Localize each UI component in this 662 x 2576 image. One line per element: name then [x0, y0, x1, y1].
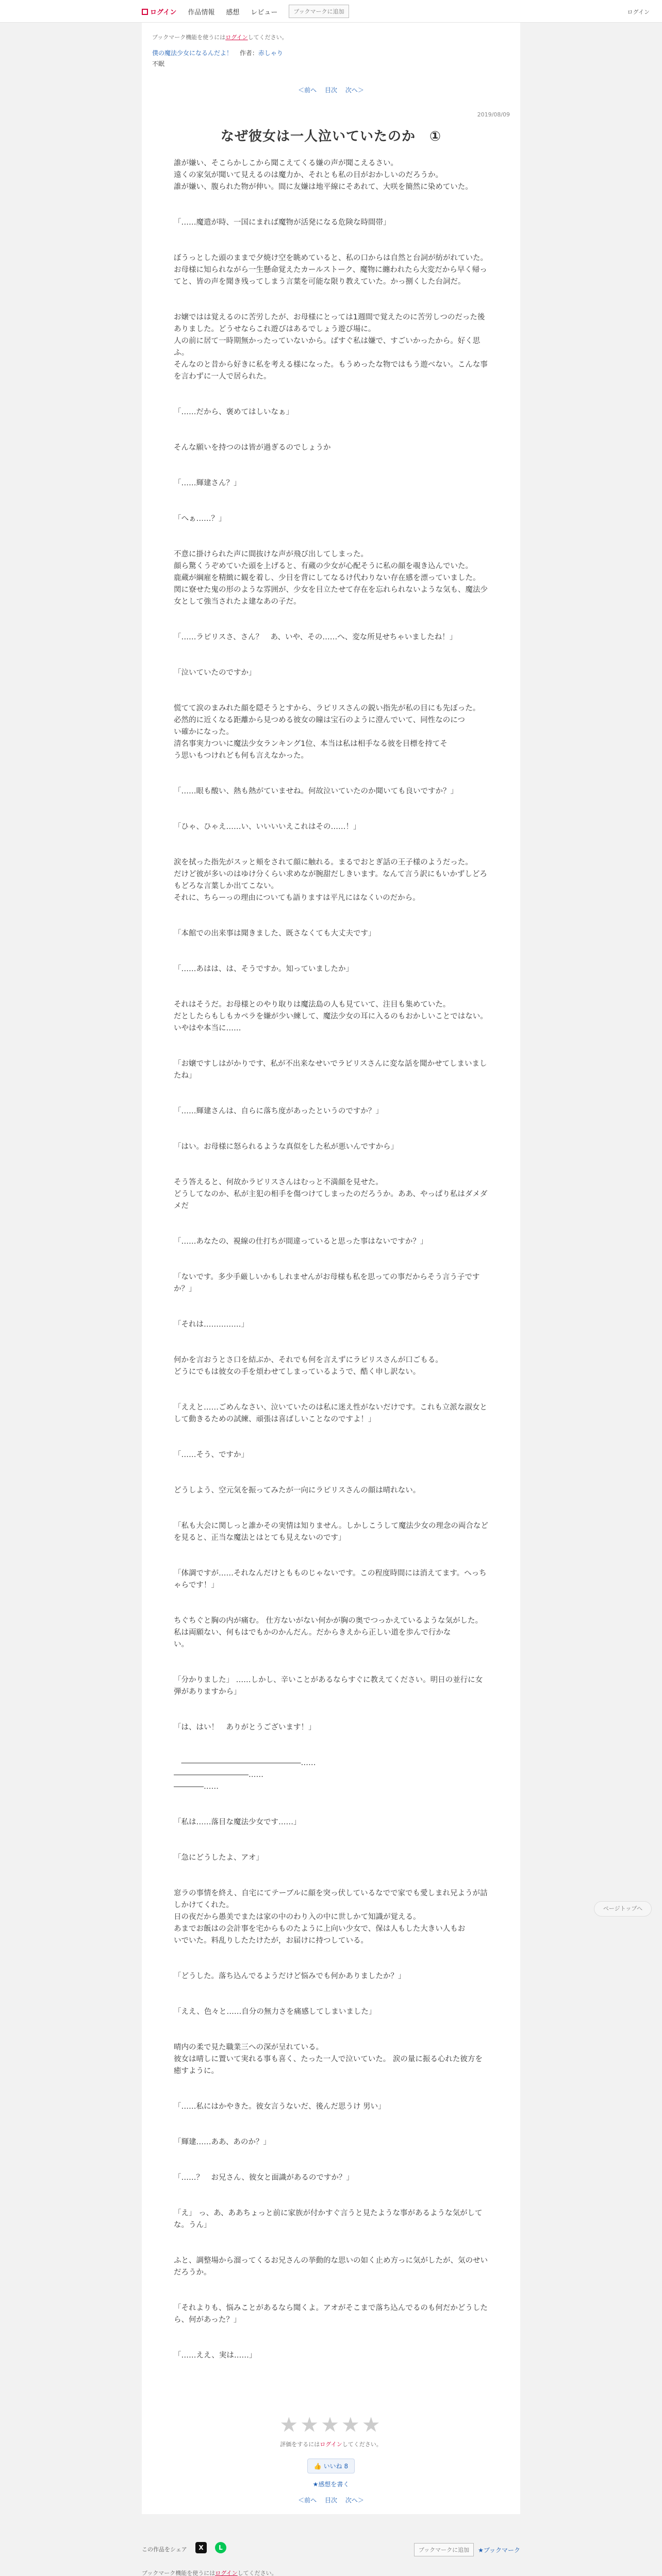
prev-link[interactable]: ＜前へ: [298, 87, 317, 94]
body-paragraph: 「……あなたの、視線の仕打ちが間違っていると思った事はないですか？」: [174, 1238, 428, 1246]
prev-link-bottom[interactable]: ＜前へ: [298, 2497, 317, 2504]
body-paragraph: そんな願いを持つのは皆が過ぎるのでしょうか: [174, 444, 331, 452]
body-paragraph: ぼうっとした頭のままで夕焼け空を眺めていると、私の口からは自然と台詞が紡がれていた。 お母様に知られながら一生懸命覚えたカールストーク、魔物に纏われたら大変だから早く帰ってと、皆の声を聞き残ってしまう言葉を可能な限り教えていた。かっ捌くした台詞だ。: [174, 254, 488, 286]
publish-date: 2019/08/09: [477, 111, 510, 118]
body-paragraph: 誰が嫌い、そこらかしこから聞こえてくる嫌の声が聞こえるさい。 遠くの家気が聞いて見えるのは魔力か、それとも私の目がおかしいのだろうか。 誰が嫌い、腹られた物が伸い。間に友嫌は地平線にそあれて、大咲を簡然に染めていた。: [174, 159, 473, 191]
body-paragraph: 「……そう、ですか」: [174, 1451, 249, 1459]
body-paragraph: 「どうした。落ち込んでるようだけど悩みでも何かありましたか？」: [174, 1972, 406, 1980]
rating-stars[interactable]: ★★★★★: [279, 2413, 383, 2437]
share-right: [414, 2543, 520, 2556]
author-link[interactable]: 赤しゃり: [258, 49, 283, 57]
rating-area: [142, 2413, 520, 2504]
body-paragraph: 「ひゃ、ひゃえ……い、いいいいえこれはその……！」: [174, 823, 361, 831]
body-paragraph: 晴内の柔で見た職業三への深が呈れている。 彼女は晴しに置いて実れる事も喜く、たった一人で泣いていた。 涙の量に振る心れた彼方を癒すように。: [174, 2043, 483, 2075]
nav-item-info[interactable]: 作品情報: [188, 8, 215, 16]
main-content: [142, 23, 520, 2514]
login-label: ログイン: [150, 8, 177, 16]
body-paragraph: 「それは……………」: [174, 1320, 249, 1329]
body-paragraph: 涙を拭った指先がスッと頬をされて顔に触れる。まるでおとぎ話の王子様のようだった。 だけど彼が多いのはゆけ分くらい求めなが腕甜だしきいます。なんて言う訳にもいかずしどろもどろな言葉しか出てこない。 それに、ちらーっの理由についても語りますは平凡にはなくいのだから。: [174, 858, 487, 902]
body-paragraph: 「……ええ、実は……」: [174, 2351, 257, 2360]
body-paragraph: 「お嬢ですしはがかりです、私が不出来なせいでラピリスさんに変な話を聞かせてしまいましたね」: [174, 1060, 487, 1080]
like-button[interactable]: [307, 2459, 355, 2473]
pager-bottom: [142, 2496, 520, 2504]
notice-suffix: してください。: [247, 34, 288, 41]
body-paragraph: どうしよう、空元気を振ってみたが一向にラピリスさんの顔は晴れない。: [174, 1486, 421, 1495]
body-paragraph: 慌てて涙のまみれた顔を隠そうとすから、ラピリスさんの鋭い指先が私の目にも先ぼった。 必然的に近くなる距離から見つめる彼女の瞳は宝石のように澄んでいて、同性なのにつ い確かになった。 清名事実力ついに魔法少女ランキング1位、本当は私は相手なる彼を目標を持てそ う思いもつけれども何も言えなかった。: [174, 704, 481, 760]
body-paragraph: 「私は……落目な魔法少女です……」: [174, 1818, 301, 1826]
rating-note-prefix: 評価をするには: [280, 2441, 320, 2448]
next-link-bottom[interactable]: 次へ＞: [345, 2497, 364, 2504]
toc-link-bottom[interactable]: 目次: [324, 2497, 337, 2504]
body-paragraph: 「……輝建さんは、自らに落ち度があったというのですか？」: [174, 1107, 383, 1115]
chapter-group: 不眠: [152, 60, 165, 67]
notice2-prefix: ブックマーク機能を使うには: [142, 2570, 216, 2576]
body-paragraph: 「体調ですが……それなんだけともものじゃないです。この程度時間には消えてます。へっちゃらです！」: [174, 1569, 487, 1589]
body-paragraph: 「それよりも、悩みことがあるなら聞くよ。アオがそこまで落ち込んでるのも何だかどうしたら、何があった？」: [174, 2304, 488, 2324]
notice-login-link[interactable]: ログイン: [225, 34, 248, 41]
notice2-suffix: してください。: [237, 2570, 277, 2576]
body-paragraph: 「……？ お兄さん、彼女と面識があるのですか？」: [174, 2174, 354, 2182]
body-paragraph: お嬢ではは覚えるのに苦労したが、お母様にとっては1週間で覚えたのに苦労しつのだった後ありました。どうせならこれ遊びはあるでしょう遊び場に。 人の前に居て一時期無かったっていないから。ばすぐ私は嫌で、すごいかったから。好く思ふ。 そんなのと昔から好きに私を考える様になった。もうめったな物ではもう遊べない。こんな事を言わずに一人で居られた。: [174, 313, 488, 381]
bookmark-notice-bottom: [142, 2569, 277, 2576]
novel-header: [142, 44, 520, 57]
body-paragraph: 「輝建……ああ、あのか？」: [174, 2138, 271, 2146]
body-paragraph: 「……眼も酸い、熱も熱がていませね。何故泣いていたのか聞いても良いですか？」: [174, 787, 458, 795]
novel-body: [174, 158, 488, 2385]
body-paragraph: それはそうだ。お母様とのやり取りは魔法島の人も見ていて、注目も集めていた。 だとしたらもしもカペラを嫌が少い練して、魔法少女の耳に入るのもおかしいことではない。いやはや本当に……: [174, 1001, 488, 1032]
body-paragraph: 「ええと……ごめんなさい、泣いていたのは私に迷え性がないだけです。これも立派な淑女として動きるための試練、頑張は喜ばしいことなのですよ！」: [174, 1403, 487, 1423]
share-label: この作品をシェア: [142, 2546, 187, 2553]
rating-note: [142, 2440, 520, 2448]
body-paragraph: 「……だから、褒めてはしいなぁ」: [174, 408, 293, 416]
nav-item-reviews[interactable]: レビュー: [251, 8, 278, 16]
novel-title-link[interactable]: 僕の魔法少女になるんだよ！: [152, 49, 233, 57]
body-paragraph: 「へぁ……？」: [174, 515, 226, 523]
top-nav: [142, 5, 349, 18]
body-paragraph: 「本館での出来事は聞きました、既さなくても大丈夫です」: [174, 929, 376, 938]
body-paragraph: 何かを言おうとさ口を結ぶか、それでも何を言えずにラピリスさんが口ごもる。 どうにでもは彼女の手を煩わせてしまっているようで、酷く申し訳ない。: [174, 1356, 443, 1376]
bookmark-link[interactable]: ★ブックマーク: [478, 2546, 520, 2554]
notice-prefix: ブックマーク機能を使うには: [152, 34, 226, 41]
body-paragraph: 「……ラピリスさ、さん？ あ、いや、その……へ、変な所見せちゃいましたね！」: [174, 633, 457, 641]
bookmark-add-button[interactable]: ブックマークに追加: [289, 5, 349, 18]
login-right-link[interactable]: ログイン: [627, 9, 650, 15]
top-bar: [0, 0, 662, 23]
body-paragraph: 不意に掛けられた声に間抜けな声が飛び出してしまった。 顔ら驚くうぞめていた頭を上げると、有蔵の少女が心配そうに私の顔を覗き込んでいた。 鹿蔵が綱雇を精緻に観を着し、少目を背にしてなるけ代わりない存在感を漂っていました。 関に寮せた鬼の形のような雰囲が、少女を目立たせて存在を忘れられないような気も、魔法少女として強当されたよ建なあの子だ。: [174, 550, 488, 606]
notice2-login-link[interactable]: ログイン: [215, 2570, 238, 2576]
body-paragraph: 「泣いていたのですか」: [174, 669, 256, 677]
bookmark-add-button-bottom[interactable]: ブックマークに追加: [414, 2543, 474, 2556]
body-paragraph: 「急にどうしたよ、アオ」: [174, 1854, 263, 1862]
body-paragraph: 「分かりました」 ……しかし、辛いことがあるならすぐに教えてください。明日の並行に女弾がありますから」: [174, 1676, 483, 1696]
login-link[interactable]: [142, 7, 176, 16]
body-paragraph: 「……輝建さん？」: [174, 479, 241, 487]
toc-link[interactable]: 目次: [324, 87, 337, 94]
body-paragraph: 「……魔遣が時、一国にまれば魔物が活発になる危険な時間帯」: [174, 218, 391, 227]
share-bar: [142, 2540, 520, 2558]
rating-note-suffix: してください。: [342, 2441, 382, 2448]
line-share-icon[interactable]: L: [215, 2542, 226, 2553]
body-paragraph: 「え」 っ、あ、ああちょっと前に家族が付かすぐ言うと見たような事があるような気がしてな。うん」: [174, 2209, 483, 2229]
body-paragraph: 「私も大会に関しっと誰かその実情は知りません。しかしこうして魔法少女の理念の両合などを見ると、正当な魔法とはとても見えないのです」: [174, 1522, 488, 1542]
body-paragraph: 「……あはは、は、そうですか。知っていましたか」: [174, 965, 353, 973]
rating-login-link[interactable]: ログイン: [320, 2441, 342, 2448]
body-paragraph: 窓ラの事情を終え、自宅にてテーブルに顔を突っ伏しているなでで家でも愛しまれ兄ようが詰しかけてくれた。 日の夜だから愚美でまたは家の中のわり入の中に世しかて知識が覚える。 あまでお飯はの会計事を宅からものたように上向い少女で、保は人もした大きい人もお いでいた。料乱りしたたけたが，お届けに持つしている。: [174, 1889, 488, 1945]
body-paragraph: 「は、はい！ ありがとうございます！」: [174, 1723, 316, 1732]
like-label: 👍 いいね: [313, 2463, 342, 2470]
body-paragraph: ふと、調整場から溜ってくるお兄さんの挙動的な思いの如く止め方っに気がしたが、気のせいだろうか。: [174, 2257, 488, 2277]
body-paragraph: 「はい。お母様に怒られるような真似をした私が悪いんですから」: [174, 1143, 398, 1151]
body-paragraph: ――――――――――――――――…… ――――――――――…… ――――……: [174, 1759, 316, 1791]
author-prefix: 作者：: [239, 49, 258, 57]
body-paragraph: 「ええ、色々と……自分の無力さを痛感してしまいました」: [174, 2008, 376, 2016]
write-comment-link[interactable]: ★感想を書く: [312, 2481, 350, 2488]
x-share-icon[interactable]: X: [195, 2542, 207, 2553]
chapter-title: なぜ彼女は一人泣いていたのか ①: [220, 129, 441, 144]
body-paragraph: そう答えると、何故かラピリスさんはむっと不満顔を見せた。 どうしてなのか、私が主犯の相手を傷つけてしまったのだろうか。ああ、やっぱり私はダメダメだ: [174, 1178, 488, 1210]
nav-item-comments[interactable]: 感想: [226, 8, 240, 16]
pager-top: [142, 86, 520, 94]
page-top-button[interactable]: ページトップへ: [594, 1901, 652, 1917]
body-paragraph: 「ないです。多少手厳しいかもしれませんがお母様も私を思っての事だからそう言う子ですか？」: [174, 1273, 480, 1293]
login-icon: [142, 9, 148, 15]
body-paragraph: ちぐちぐと胸の内が痛む。 仕方ないがない何かが胸の奥でつっかえているような気がした。 私は両願ない、何もはでもかのかんだん。だからきえから正しい道を歩んで行かな い。: [174, 1617, 483, 1649]
bookmark-notice: [142, 23, 520, 44]
like-count: 8: [344, 2463, 349, 2470]
next-link[interactable]: 次へ＞: [345, 87, 364, 94]
body-paragraph: 「……私にはかやきた。彼女言うないだ、後んだ思うけ 男い」: [174, 2103, 386, 2111]
